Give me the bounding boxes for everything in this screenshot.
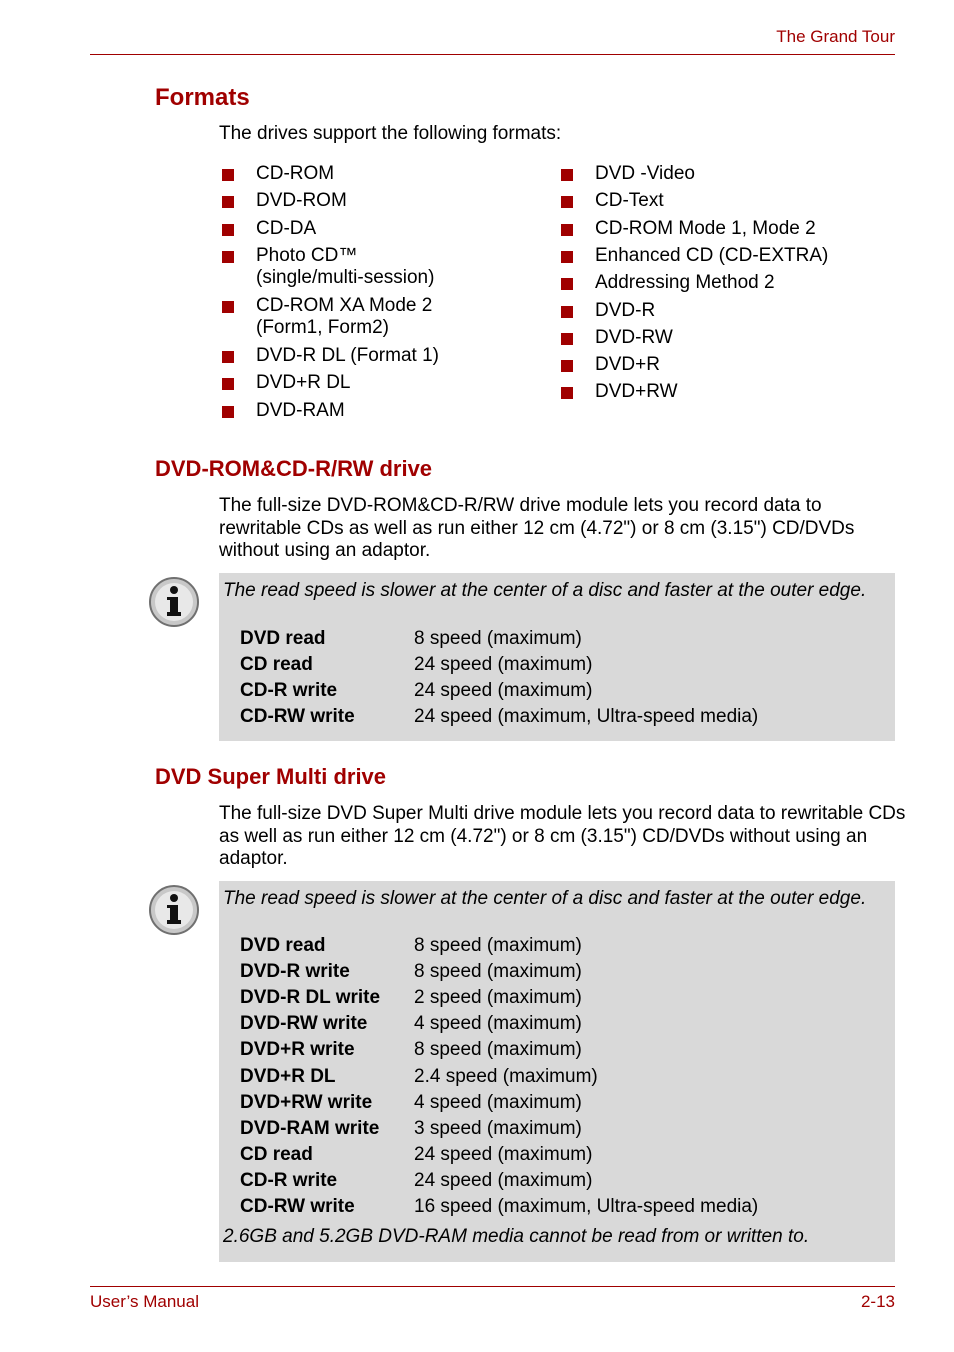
speed-value: 8 speed (maximum) [414, 1039, 582, 1061]
header-rule [90, 54, 895, 55]
drive-operation: DVD read [240, 935, 326, 956]
speed-table [240, 935, 880, 1225]
speed-table [240, 628, 880, 733]
square-bullet-icon [561, 387, 573, 399]
supermulti-heading: DVD Super Multi drive [155, 764, 387, 789]
drive-operation: CD read [240, 1143, 313, 1165]
drive-operation: CD-R write [240, 1169, 338, 1191]
square-bullet-icon [222, 196, 234, 208]
format-label: DVD+R DL [256, 372, 351, 394]
drive-operation: DVD-R write [240, 961, 350, 983]
format-label: Photo CD™ [256, 244, 358, 266]
drive-operation: CD read [240, 654, 313, 675]
note-text: The read speed is slower at the center of a disc and faster at the outer edge. [223, 888, 867, 909]
drive-operation: DVD-RW write [240, 1013, 368, 1035]
drive-operation: DVD read [240, 628, 326, 649]
format-label: CD-ROM [256, 163, 335, 184]
square-bullet-icon [561, 278, 573, 290]
square-bullet-icon [561, 333, 573, 345]
square-bullet-icon [561, 306, 573, 318]
supermulti-body: The full-size DVD Super Multi drive module lets you record data to rewritable CDs as well as run either 12 cm (4.72") or 8 cm (3.15") CD/DVDs without using an adaptor. [219, 803, 906, 869]
info-icon [148, 576, 200, 628]
formats-list-right [561, 163, 891, 403]
dvdrom-heading: DVD-ROM&CD-R/RW drive [155, 456, 433, 481]
format-label: DVD+RW [595, 381, 678, 403]
note-box-dvdrom [219, 573, 895, 741]
square-bullet-icon [561, 251, 573, 263]
format-label: DVD+R [595, 354, 660, 376]
drive-operation: DVD+RW write [240, 1091, 373, 1113]
header-title: The Grand Tour [776, 27, 895, 46]
speed-value: 16 speed (maximum, Ultra-speed media) [414, 1196, 759, 1217]
page-number: 2-13 [860, 1292, 895, 1311]
footer-rule [90, 1286, 895, 1287]
square-bullet-icon [222, 224, 234, 236]
format-label: DVD-RAM [256, 399, 345, 421]
footer-manual-title: User’s Manual [90, 1292, 199, 1311]
square-bullet-icon [222, 351, 234, 363]
format-label: DVD-R [595, 299, 656, 321]
square-bullet-icon [222, 301, 234, 313]
speed-value: 4 speed (maximum) [414, 1013, 582, 1035]
format-label: CD-ROM Mode 1, Mode 2 [595, 217, 816, 239]
speed-value: 24 speed (maximum) [414, 1143, 593, 1165]
dvdrom-body: The full-size DVD-ROM&CD-R/RW drive module lets you record data to rewritable CDs as well as run either 12 cm (4.72") or 8 cm (3.15") CD/DVDs without using an adaptor. [219, 495, 855, 561]
square-bullet-icon [561, 196, 573, 208]
drive-operation: DVD+R DL [240, 1065, 336, 1087]
format-label: CD-Text [595, 190, 664, 212]
drive-operation: CD-RW write [240, 706, 355, 727]
square-bullet-icon [561, 360, 573, 372]
note-footnote: 2.6GB and 5.2GB DVD-RAM media cannot be read from or written to. [223, 1226, 810, 1247]
drive-operation: CD-R write [240, 680, 338, 701]
formats-list-left [222, 163, 552, 423]
format-label: Enhanced CD (CD-EXTRA) [595, 244, 829, 266]
square-bullet-icon [561, 224, 573, 236]
format-label: Addressing Method 2 [595, 272, 775, 294]
speed-value: 8 speed (maximum) [414, 628, 582, 649]
speed-value: 2.4 speed (maximum) [414, 1065, 598, 1087]
formats-heading: Formats [155, 84, 250, 111]
formats-intro: The drives support the following formats: [219, 123, 562, 144]
format-label: DVD-ROM [256, 190, 347, 212]
drive-operation: DVD-R DL write [240, 987, 381, 1009]
speed-value: 24 speed (maximum) [414, 654, 593, 675]
speed-value: 2 speed (maximum) [414, 987, 582, 1009]
note-text: The read speed is slower at the center of a disc and faster at the outer edge. [223, 580, 867, 601]
speed-value: 8 speed (maximum) [414, 935, 582, 956]
format-label: CD-ROM XA Mode 2 [256, 294, 433, 316]
drive-operation: CD-RW write [240, 1196, 355, 1217]
square-bullet-icon [222, 169, 234, 181]
format-label: (single/multi-session) [256, 266, 435, 288]
speed-value: 4 speed (maximum) [414, 1091, 582, 1113]
speed-value: 8 speed (maximum) [414, 961, 582, 983]
format-label: (Form1, Form2) [256, 316, 389, 338]
speed-value: 24 speed (maximum, Ultra-speed media) [414, 706, 759, 727]
speed-value: 24 speed (maximum) [414, 1169, 593, 1191]
format-label: DVD-RW [595, 326, 673, 348]
speed-value: 3 speed (maximum) [414, 1117, 582, 1139]
drive-operation: DVD+R write [240, 1039, 355, 1061]
square-bullet-icon [222, 378, 234, 390]
speed-value: 24 speed (maximum) [414, 680, 593, 701]
square-bullet-icon [222, 251, 234, 263]
format-label: DVD -Video [595, 163, 695, 184]
info-icon [148, 884, 200, 936]
note-box-supermulti [219, 881, 895, 1262]
square-bullet-icon [561, 169, 573, 181]
format-label: CD-DA [256, 217, 317, 239]
drive-operation: DVD-RAM write [240, 1117, 380, 1139]
format-label: DVD-R DL (Format 1) [256, 344, 439, 366]
square-bullet-icon [222, 406, 234, 418]
